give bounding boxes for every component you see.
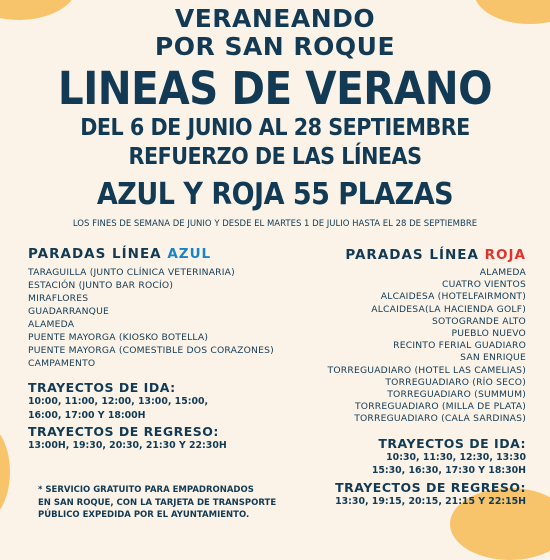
list-item: CUATRO VIENTOS bbox=[441, 279, 526, 291]
list-item: TARAGUILLA (JUNTO CLÍNICA VETERINARIA) bbox=[28, 267, 235, 278]
blue-line-color-word: AZUL bbox=[167, 246, 212, 262]
note-line-3: PÚBLICO EXPEDIDA POR EL AYUNTAMIENTO. bbox=[38, 510, 250, 520]
red-outbound-times-1: 10:30, 11:30, 12:30, 13:30 bbox=[386, 451, 526, 463]
list-item: SOTOGRANDE ALTO bbox=[432, 315, 526, 327]
red-return-times: 13:30, 19:15, 20:15, 21:15 Y 22:15H bbox=[335, 495, 526, 507]
blue-outbound-title: TRAYECTOS DE IDA: bbox=[28, 380, 176, 395]
red-outbound-title: TRAYECTOS DE IDA: bbox=[378, 435, 526, 451]
red-outbound-times-2: 15:30, 16:30, 17:30 Y 18:30H bbox=[371, 465, 526, 477]
list-item: TORREGUADIARO (SUMMUM) bbox=[387, 389, 526, 401]
free-service-note bbox=[38, 484, 276, 522]
list-item: ALCAIDESA (HOTELFAIRMONT) bbox=[380, 291, 526, 303]
red-line-title-prefix: PARADAS LÍNEA bbox=[345, 247, 485, 263]
red-line-stops bbox=[226, 267, 526, 426]
list-item: GUADARRANQUE bbox=[28, 306, 110, 317]
header-line-2: POR SAN ROQUE bbox=[154, 32, 396, 61]
list-item: MIRAFLORES bbox=[28, 293, 89, 304]
lines-heading: AZUL Y ROJA 55 PLAZAS bbox=[96, 177, 454, 212]
list-item: PUENTE MAYORGA (COMESTIBLE DOS CORAZONES) bbox=[28, 345, 274, 356]
list-item: RECINTO FERIAL GUADIARO bbox=[393, 340, 526, 352]
date-range: DEL 6 DE JUNIO AL 28 SEPTIEMBRE bbox=[80, 115, 470, 141]
list-item: ALCAIDESA(LA HACIENDA GOLF) bbox=[371, 303, 526, 315]
list-item: TORREGUADIARO (MILLA DE PLATA) bbox=[354, 401, 526, 413]
note-line-1: * SERVICIO GRATUITO PARA EMPADRONADOS bbox=[38, 485, 254, 495]
blue-outbound-times-1: 10:00, 11:00, 12:00, 13:00, 15:00, bbox=[28, 396, 209, 407]
red-line-title bbox=[226, 247, 526, 263]
list-item: ALAMEDA bbox=[28, 319, 75, 330]
decorative-blob-bottom-left bbox=[0, 422, 10, 522]
list-item: TORREGUADIARO (RÍO SECO) bbox=[385, 376, 526, 388]
red-return-title: TRAYECTOS DE REGRESO: bbox=[335, 479, 526, 495]
list-item: PUEBLO NUEVO bbox=[451, 328, 526, 340]
list-item: ALAMEDA bbox=[479, 267, 526, 278]
list-item: ESTACIÓN (JUNTO BAR ROCÍO) bbox=[28, 280, 174, 291]
list-item: TORREGUADIARO (CALA SARDINAS) bbox=[354, 413, 526, 425]
schedule-subtitle: LOS FINES DE SEMANA DE JUNIO Y DESDE EL MARTES 1 DE JULIO HASTA EL 28 DE SEPTIEMBRE bbox=[72, 219, 478, 229]
list-item: PUENTE MAYORGA (KIOSKO BOTELLA) bbox=[28, 332, 209, 343]
blue-return-title: TRAYECTOS DE REGRESO: bbox=[28, 424, 219, 439]
page-title: LINEAS DE VERANO bbox=[57, 62, 493, 115]
reinforcement-heading: REFUERZO DE LAS LÍNEAS bbox=[128, 144, 422, 170]
list-item: TORREGUADIARO (HOTEL LAS CAMELIAS) bbox=[327, 364, 526, 376]
blue-return-times: 13:00H, 19:30, 20:30, 21:30 Y 22:30H bbox=[28, 440, 227, 451]
blue-line-title-prefix: PARADAS LÍNEA bbox=[28, 246, 168, 262]
header-line-1: VERANEANDO bbox=[174, 4, 376, 33]
red-line-section bbox=[226, 247, 526, 508]
note-line-2: EN SAN ROQUE, CON LA TARJETA DE TRANSPORTE bbox=[38, 497, 277, 508]
blue-outbound-times-2: 16:00, 17:00 Y 18:00H bbox=[28, 409, 146, 421]
red-line-color-word: ROJA bbox=[484, 247, 526, 263]
list-item: CAMPAMENTO bbox=[28, 358, 96, 369]
list-item: SAN ENRIQUE bbox=[460, 352, 526, 364]
